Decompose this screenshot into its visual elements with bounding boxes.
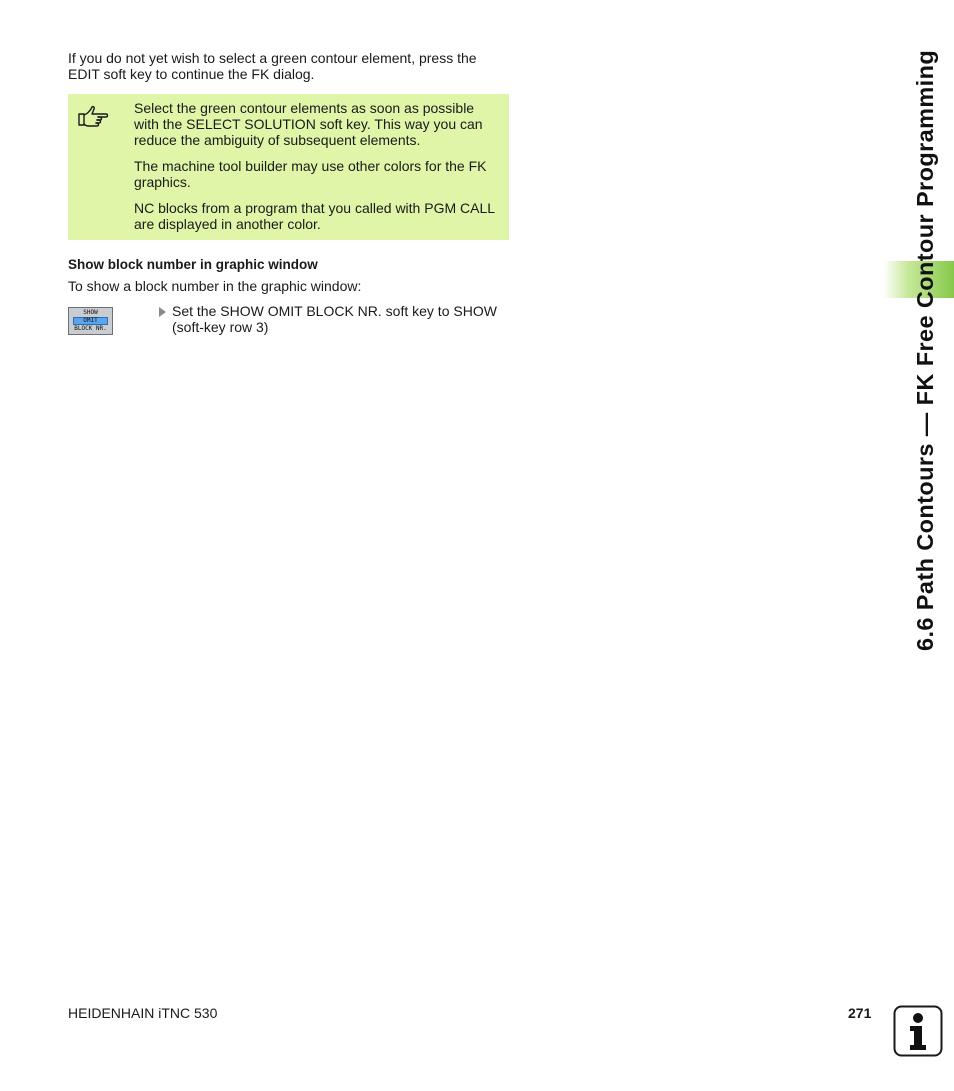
softkey-line-2: OMIT	[73, 317, 108, 325]
step-text: Set the SHOW OMIT BLOCK NR. soft key to SHOW (soft-key row 3)	[172, 303, 497, 335]
note-paragraph: The machine tool builder may use other colors for the FK graphics.	[134, 158, 487, 190]
softkey-line-1: SHOW	[83, 309, 98, 316]
note-paragraph: NC blocks from a program that you called with PGM CALL are displayed in another color.	[134, 200, 495, 232]
note-box	[68, 94, 509, 240]
manual-name: HEIDENHAIN iTNC 530	[68, 1005, 218, 1021]
note-text	[134, 100, 502, 242]
note-paragraph: Select the green contour elements as soon as possible with the SELECT SOLUTION soft key. This way you can reduce the ambiguity of subsequent elements.	[134, 100, 483, 148]
instruction-step	[159, 303, 514, 335]
triangle-bullet-icon	[159, 307, 166, 317]
intro-paragraph: If you do not yet wish to select a green contour element, press the EDIT soft key to continue the FK dialog.	[68, 50, 477, 82]
pointing-hand-icon	[76, 102, 110, 130]
section-intro: To show a block number in the graphic window:	[68, 278, 362, 294]
softkey-line-3: BLOCK NR.	[74, 325, 107, 332]
info-icon	[893, 1005, 943, 1057]
show-omit-block-nr-softkey	[68, 307, 113, 335]
page-number: 271	[848, 1005, 872, 1021]
chapter-side-title: 6.6 Path Contours — FK Free Contour Programming	[912, 49, 938, 651]
section-heading: Show block number in graphic window	[68, 257, 318, 272]
